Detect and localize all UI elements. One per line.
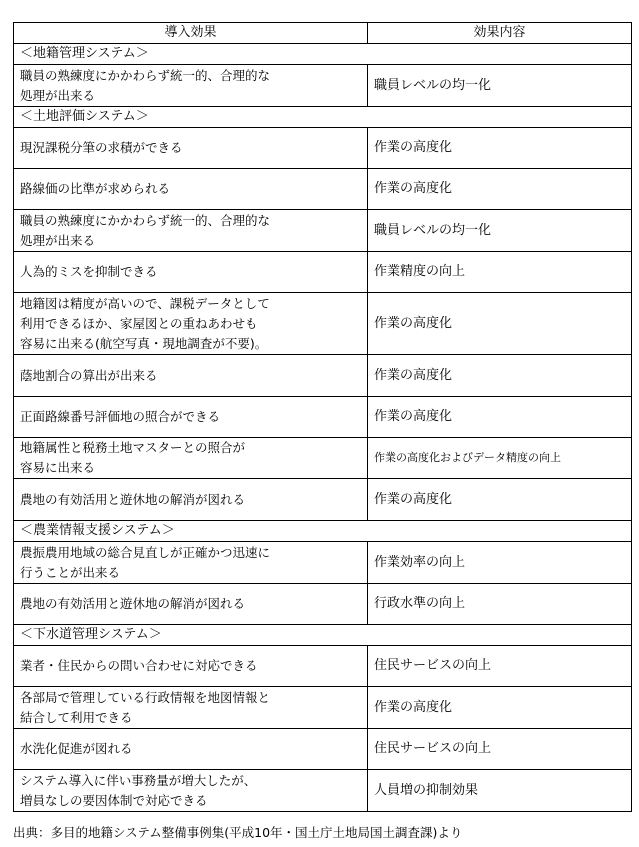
source-note: 出典：多目的地籍システム整備事例集(平成10年・国土庁土地局国土調査課)より	[13, 825, 463, 840]
table-row	[14, 729, 632, 770]
content-cell: 作業の高度化	[368, 355, 632, 397]
header-row	[14, 23, 632, 44]
effect-cell: 人為的ミスを抑制できる	[14, 252, 368, 293]
content-cell: 職員レベルの均一化	[368, 65, 632, 107]
table-row	[14, 293, 632, 355]
effect-cell: 正面路線番号評価地の照合ができる	[14, 397, 368, 438]
table-row	[14, 169, 632, 210]
content-cell: 作業の高度化	[368, 128, 632, 169]
section-title: ＜土地評価システム＞	[14, 107, 632, 128]
effect-cell: システム導入に伴い事務量が増大したが、 増員なしの要因体制で対応できる	[14, 770, 368, 812]
effect-cell: 各部局で管理している行政情報を地図情報と 結合して利用できる	[14, 687, 368, 729]
content-cell: 作業効率の向上	[368, 542, 632, 584]
effect-cell: 農振農用地域の総合見直しが正確かつ迅速に 行うことが出来る	[14, 542, 368, 584]
effect-cell: 地籍属性と税務土地マスターとの照合が 容易に出来る	[14, 438, 368, 479]
effect-cell: 職員の熟練度にかかわらず統一的、合理的な 処理が出来る	[14, 65, 368, 107]
section-row	[14, 107, 632, 128]
content-cell: 人員増の抑制効果	[368, 770, 632, 812]
effect-cell: 地籍図は精度が高いので、課税データとして 利用できるほか、家屋図との重ねあわせも 容易に出来る(航空写真・現地調査が不要)。	[14, 293, 368, 355]
table-row	[14, 397, 632, 438]
table-row	[14, 584, 632, 625]
table-row	[14, 770, 632, 812]
effect-cell: 現況課税分筆の求積ができる	[14, 128, 368, 169]
effect-cell: 業者・住民からの問い合わせに対応できる	[14, 646, 368, 687]
table-row	[14, 542, 632, 584]
table-row	[14, 210, 632, 252]
content-cell: 作業の高度化	[368, 397, 632, 438]
effect-cell: 路線価の比準が求められる	[14, 169, 368, 210]
content-cell: 作業の高度化	[368, 293, 632, 355]
table-row	[14, 479, 632, 521]
header-effect: 導入効果	[14, 23, 368, 44]
table-row	[14, 355, 632, 397]
section-row	[14, 44, 632, 65]
section-row	[14, 625, 632, 646]
content-cell: 作業の高度化	[368, 479, 632, 521]
effect-cell: 蔭地割合の算出が出来る	[14, 355, 368, 397]
section-title: ＜地籍管理システム＞	[14, 44, 632, 65]
effect-cell: 水洗化促進が図れる	[14, 729, 368, 770]
table-row	[14, 65, 632, 107]
effect-cell: 農地の有効活用と遊休地の解消が図れる	[14, 584, 368, 625]
section-title: ＜農業情報支援システム＞	[14, 521, 632, 542]
effect-cell: 農地の有効活用と遊休地の解消が図れる	[14, 479, 368, 521]
section-title: ＜下水道管理システム＞	[14, 625, 632, 646]
table-row	[14, 646, 632, 687]
table-row	[14, 438, 632, 479]
section-row	[14, 521, 632, 542]
effect-cell: 職員の熟練度にかかわらず統一的、合理的な 処理が出来る	[14, 210, 368, 252]
table-row	[14, 252, 632, 293]
content-cell: 作業の高度化およびデータ精度の向上	[368, 438, 632, 479]
table-row	[14, 687, 632, 729]
content-cell: 住民サービスの向上	[368, 646, 632, 687]
content-cell: 住民サービスの向上	[368, 729, 632, 770]
content-cell: 行政水準の向上	[368, 584, 632, 625]
content-cell: 作業精度の向上	[368, 252, 632, 293]
table-row	[14, 128, 632, 169]
header-content: 効果内容	[368, 23, 632, 44]
content-cell: 作業の高度化	[368, 687, 632, 729]
content-cell: 職員レベルの均一化	[368, 210, 632, 252]
content-cell: 作業の高度化	[368, 169, 632, 210]
effects-table	[13, 22, 632, 812]
